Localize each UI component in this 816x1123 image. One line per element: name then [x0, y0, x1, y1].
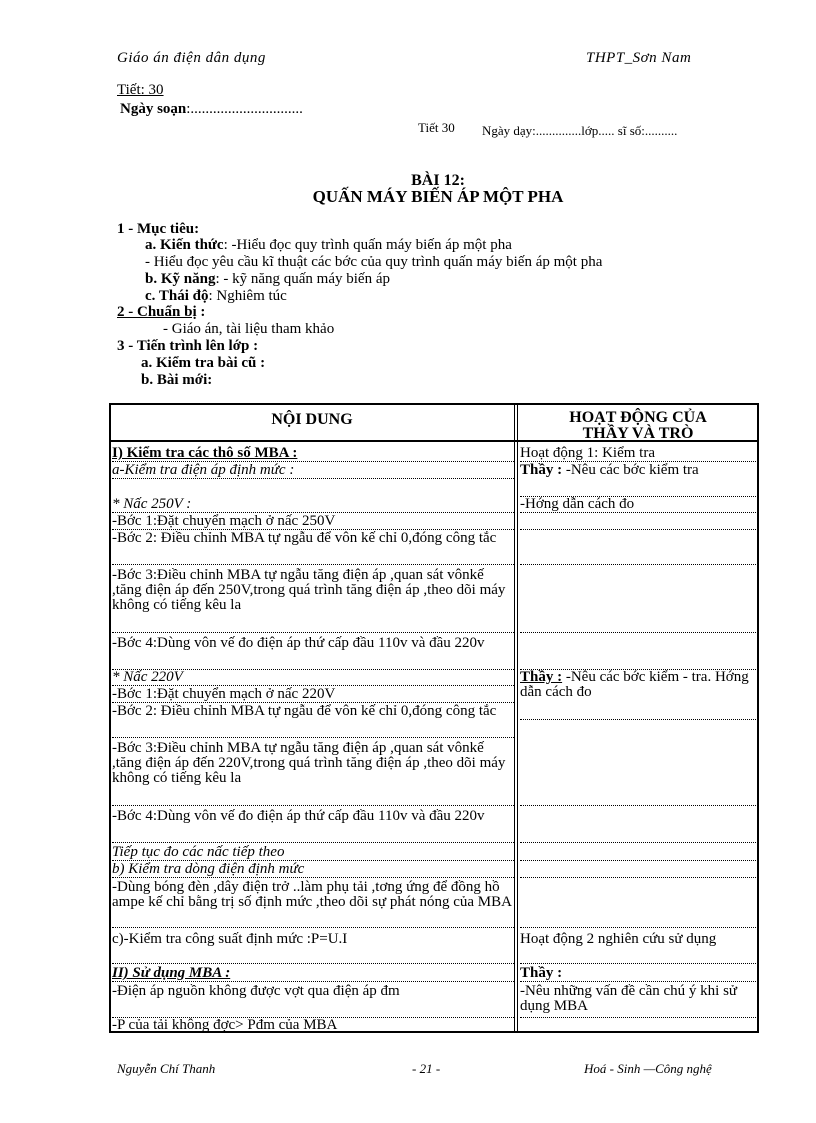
objective-attitude — [145, 288, 287, 304]
activity-teacher-label: Thầy : — [520, 670, 563, 685]
header-left: Giáo án điện dân dụng — [117, 50, 266, 66]
footer-subject: Hoá - Sinh —Công nghệ — [584, 1061, 712, 1076]
section-preparation-label: 2 - Chuẩn bị — [117, 304, 197, 320]
objective-attitude-text: : Nghiêm túc — [208, 288, 287, 304]
activity-teacher-label: Thầy : — [520, 463, 563, 478]
lesson-title-line1: BÀI 12: — [411, 172, 465, 189]
content-row: I) Kiểm tra các thô số MBA : — [112, 446, 514, 462]
activity-row: Hoạt động 2 nghiên cứu sử dụng — [520, 932, 756, 964]
header-right: THPT_Sơn Nam — [586, 50, 692, 66]
content-row: * Nấc 250V : — [112, 497, 514, 513]
activity-row-empty — [520, 809, 756, 843]
table-divider-2 — [517, 405, 518, 1033]
activity-row-rest: -Nêu các bớc kiểm tra — [565, 463, 699, 478]
col-activity-header-line1: HOẠT ĐỘNG CỦA — [569, 409, 707, 426]
objective-knowledge-text: : -Hiểu đọc quy trình quấn máy biến áp một pha — [223, 237, 512, 253]
content-row: II) Sử dụng MBA : — [112, 966, 514, 982]
objective-attitude-label: c. Thái độ — [145, 288, 209, 304]
prep-date-label: Ngày soạn — [120, 101, 187, 117]
content-row: * Nấc 220V — [112, 670, 514, 686]
lesson-number-2: Tiết 30 — [418, 120, 455, 135]
header-rule — [111, 440, 757, 442]
activity-row — [520, 463, 756, 497]
procedure-review: a. Kiểm tra bài cũ : — [141, 355, 266, 371]
content-row: -Bớc 3:Điều chỉnh MBA tự ngẫu tăng điện áp ,quan sát vônkế ,tăng điện áp đến 220V,trong quá trình tăng điện áp ,theo dõi máy không có tiếng kêu la — [112, 741, 514, 806]
activity-row: -Hớng dẫn cách đo — [520, 497, 756, 513]
activity-row-empty — [520, 862, 756, 878]
objective-skill-label: b. Kỹ năng — [145, 271, 216, 287]
activity-row-empty — [520, 514, 756, 530]
activity-row — [520, 670, 756, 720]
objective-knowledge-2: - Hiểu đọc yêu cầu kĩ thuật các bớc của quy trình quấn máy biến áp một pha — [145, 254, 603, 270]
content-row: -Bớc 2: Điều chỉnh MBA tự ngẫu để vôn kế chỉ 0,đóng công tắc — [112, 704, 514, 738]
activity-row-empty — [520, 880, 756, 928]
objective-knowledge-label: a. Kiến thức — [145, 237, 224, 253]
section-objectives: 1 - Mục tiêu: — [117, 221, 200, 237]
lesson-number: Tiết: 30 — [117, 82, 164, 98]
table-divider — [514, 405, 515, 1033]
content-row: -Bớc 2: Điều chỉnh MBA tự ngẫu để vôn kế chỉ 0,đóng công tắc — [112, 531, 514, 565]
section-preparation — [117, 304, 205, 320]
objective-knowledge — [145, 237, 512, 253]
content-row: a-Kiểm tra điện áp định mức : — [112, 463, 514, 479]
content-row: Tiếp tục đo các nấc tiếp theo — [112, 845, 514, 861]
content-row: -Bớc 3:Điều chỉnh MBA tự ngẫu tăng điện áp ,quan sát vônkế ,tăng điện áp đến 250V,trong quá trình tăng điện áp ,theo dõi máy không có tiếng kêu la — [112, 568, 514, 633]
activity-row-rest: -Nêu các bớc kiểm - tra. Hớng dẫn cách đo — [520, 670, 749, 700]
objective-skill — [145, 271, 390, 287]
content-row: -Bớc 1:Đặt chuyển mạch ở nấc 220V — [112, 687, 514, 703]
prep-date — [120, 101, 303, 118]
prep-date-dots: :.............................. — [186, 101, 303, 117]
content-row: -Bớc 1:Đặt chuyển mạch ở nấc 250V — [112, 514, 514, 530]
content-row: -Bớc 4:Dùng vôn vế đo điện áp thứ cấp đầu 110v và đầu 220v — [112, 636, 514, 670]
content-row: b) Kiểm tra dòng điện định mức — [112, 862, 514, 878]
content-row: -Bớc 4:Dùng vôn vế đo điện áp thứ cấp đầu 110v và đầu 220v — [112, 809, 514, 843]
content-row: -P của tải không đợc> Pđm của MBA — [112, 1018, 514, 1033]
activity-row-empty — [520, 845, 756, 861]
col-content-header: NỘI DUNG — [271, 411, 353, 428]
activity-row: Hoạt động 1: Kiểm tra — [520, 446, 756, 462]
col-activity-header-line2: THẦY VÀ TRÒ — [582, 425, 694, 442]
section-preparation-suffix: : — [196, 304, 206, 320]
lesson-title-line2: QUẤN MÁY BIẾN ÁP MỘT PHA — [312, 187, 564, 206]
content-row: c)-Kiểm tra công suất định mức :P=U.I — [112, 932, 514, 964]
footer-page-number: - 21 - — [412, 1061, 441, 1076]
col-activity-header — [519, 410, 757, 442]
footer-author: Nguyễn Chí Thanh — [117, 1061, 216, 1076]
activity-row-empty — [520, 531, 756, 565]
preparation-item: - Giáo án, tài liệu tham khảo — [163, 321, 335, 337]
activity-row-empty — [520, 568, 756, 633]
activity-row: -Nêu những vấn đề cần chú ý khi sử dụng MBA — [520, 984, 756, 1018]
content-row: -Dùng bóng đèn ,dây điện trở ..làm phụ tải ,tơng ứng để đồng hồ ampe kế chỉ bằng trị số định mức ,theo dõi sự phát nóng của MBA — [112, 880, 514, 928]
activity-row-empty — [520, 1018, 756, 1033]
procedure-new-lesson: b. Bài mới: — [141, 372, 213, 388]
activity-row-empty — [520, 741, 756, 806]
teach-date: Ngày dạy:..............lớp..... sĩ số:.......... — [482, 123, 678, 138]
section-procedure: 3 - Tiến trình lên lớp : — [117, 338, 259, 354]
activity-row-empty — [520, 636, 756, 670]
activity-row: Thầy : — [520, 966, 756, 982]
content-row: -Điện áp nguồn không được vợt qua điện áp đm — [112, 984, 514, 1018]
objective-skill-text: : - kỹ năng quấn máy biến áp — [215, 271, 390, 287]
